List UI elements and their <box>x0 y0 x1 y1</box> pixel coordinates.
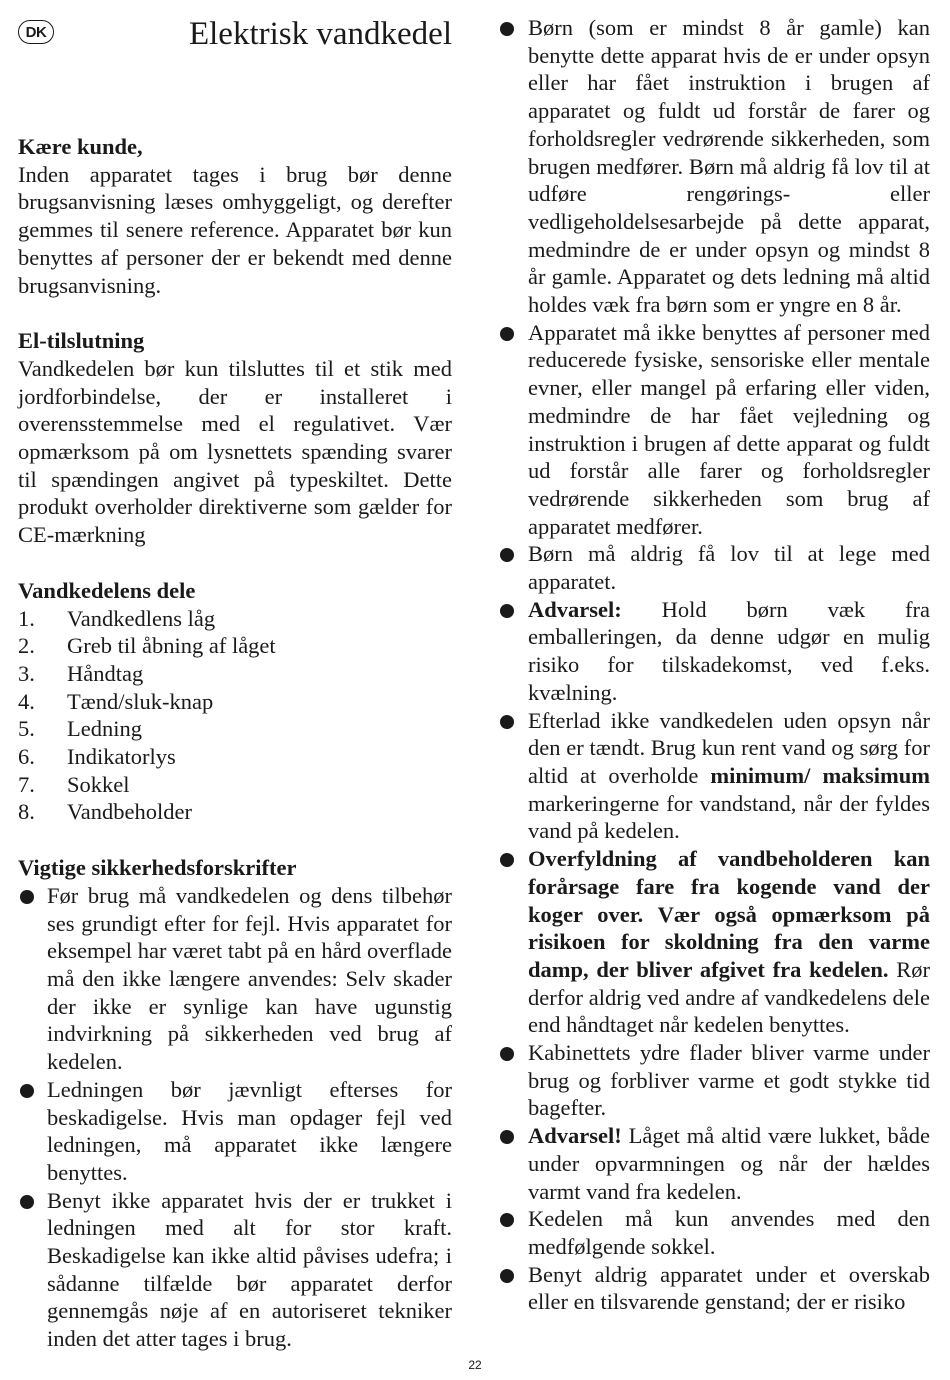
warning-text: Hold børn væk fra emballeringen, da denne udgør en mulig risiko for tilskadekomst, ved f.eks. kvælning. <box>528 596 930 705</box>
language-badge: DK <box>18 20 54 44</box>
parts-list <box>18 605 452 827</box>
right-column <box>498 14 930 1316</box>
electrical-section <box>18 327 452 549</box>
safety-item-unattended <box>498 707 930 846</box>
intro-section <box>18 133 452 299</box>
safety-item-reduced-capabilities: Apparatet må ikke benyttes af personer med reducerede fysiske, sensoriske eller mentale evner, eller mangel på erfaring eller viden, medmindre de har fået vejledning og instruktion i brugen af dette apparat og fuldt ud forstår alle farer og forholdsregler vedrørende sikkerheden som brug af apparatet medfører. <box>498 319 930 541</box>
list-item-label: Vandbeholder <box>67 799 192 825</box>
list-item <box>18 715 452 743</box>
list-item-number: 4. <box>18 688 35 714</box>
list-item <box>18 798 452 826</box>
safety-item-cabinet: Benyt aldrig apparatet under et overskab eller en tilsvarende genstand; der er risiko <box>498 1261 930 1316</box>
list-item-label: Tænd/sluk-knap <box>67 688 214 714</box>
intro-heading: Kære kunde, <box>18 134 143 159</box>
safety-section <box>18 854 452 1353</box>
list-item-number: 8. <box>18 799 35 825</box>
list-item-number: 2. <box>18 633 35 659</box>
safety-item-no-play: Børn må aldrig få lov til at lege med apparatet. <box>498 540 930 595</box>
list-item-number: 7. <box>18 771 35 797</box>
electrical-text: Vandkedelen bør kun tilsluttes til et stik med jordforbindelse, der er installeret i overensstemmelse med el regulativet. Vær opmærksom på om lysnettets spænding svarer til spændingen angivet på typeskiltet. Dette produkt overholder direktiverne som gælder for CE-mærkning <box>18 355 452 548</box>
list-item <box>18 632 452 660</box>
left-column <box>18 14 452 1353</box>
warning-text: Låget må altid være lukket, både under opvarmningen og når der hældes varmt vand fra kedelen. <box>528 1123 930 1204</box>
list-item-number: 1. <box>18 605 35 631</box>
safety-item-pulled-cord: Benyt ikke apparatet hvis der er trukket i ledningen med alt for stor kraft. Beskadigelse kan ikke altid påvises udefra; i sådanne tilfælde bør apparatet derfor gennemgås nøje af en autoriseret tekniker inden det atter tages i brug. <box>18 1187 452 1353</box>
safety-item-cord: Ledningen bør jævnligt efterses for beskadigelse. Hvis man opdager fejl ved ledningen, må apparatet ikke længere benyttes. <box>18 1076 452 1187</box>
warning-label: Advarsel: <box>528 596 622 622</box>
page-number: 22 <box>468 1358 482 1372</box>
warning-label: Advarsel! <box>528 1123 622 1149</box>
list-item <box>18 605 452 633</box>
safety-item-overfill <box>498 845 930 1039</box>
list-item-number: 5. <box>18 716 35 742</box>
electrical-heading: El-tilslutning <box>18 328 145 354</box>
list-item <box>18 771 452 799</box>
list-item-number: 6. <box>18 744 35 770</box>
safety-list-left <box>18 882 452 1353</box>
item-text: Rør derfor aldrig ved andre af vandkedelens dele end håndtaget når kedelen benyttes. <box>528 956 931 1038</box>
emphasis-text: Overfyldning af vandbeholderen kan forårsage fare fra kogende vand der koger over. Vær også opmærksom på risikoen for skoldning fra den varme damp, der bliver afgivet fra kedelen. <box>528 846 930 982</box>
list-item-label: Ledning <box>67 716 142 742</box>
safety-item-children: Børn (som er mindst 8 år gamle) kan benytte dette apparat hvis de er under opsyn eller har fået instruktion i brugen af apparatet og fuldt ud forstår de farer og forholdsregler vedrørende sikkerheden, som brugen medfører. Børn må aldrig få lov til at udføre rengørings- eller vedligeholdelsesarbejde på dette apparat, medmindre de er under opsyn og mindst 8 år gamle. Apparatet og dets ledning må altid holdes væk fra børn som er yngre en 8 år. <box>498 14 930 319</box>
safety-item-inspect: Før brug må vandkedelen og dens tilbehør ses grundigt efter for fejl. Hvis apparatet for eksempel har været tabt på en hård overflade må den ikke længere anvendes: Selv skader der ikke er synlige kan have ugunstig indvirkning på sikkerheden ved brug af kedelen. <box>18 882 452 1076</box>
safety-list-right <box>498 14 930 1316</box>
parts-heading: Vandkedelens dele <box>18 577 196 603</box>
list-item-label: Vandkedlens låg <box>67 605 216 631</box>
list-item-label: Sokkel <box>67 771 130 797</box>
safety-item-hot-surfaces: Kabinettets ydre flader bliver varme under brug og forbliver varme et godt stykke tid bagefter. <box>498 1039 930 1122</box>
list-item-label: Greb til åbning af låget <box>67 633 276 659</box>
safety-item-packaging <box>498 596 930 707</box>
safety-item-lid <box>498 1122 930 1205</box>
parts-section <box>18 577 452 826</box>
list-item <box>18 688 452 716</box>
emphasis-text: minimum/ maksimum <box>710 762 930 788</box>
list-item-label: Håndtag <box>67 660 144 686</box>
list-item <box>18 743 452 771</box>
list-item <box>18 660 452 688</box>
safety-item-base: Kedelen må kun anvendes med den medfølgende sokkel. <box>498 1205 930 1260</box>
item-text: Efterlad ikke vandkedelen uden opsyn når den er tændt. Brug kun rent vand og sørg for altid at overholde <box>528 707 930 788</box>
safety-heading: Vigtige sikkerhedsforskrifter <box>18 855 297 881</box>
list-item-label: Indikatorlys <box>67 744 176 770</box>
document-title: Elektrisk vandkedel <box>188 16 452 52</box>
page-header <box>18 14 452 72</box>
list-item-number: 3. <box>18 660 35 686</box>
intro-text: Inden apparatet tages i brug bør denne brugsanvisning læses omhyggeligt, og derefter gemmes til senere reference. Apparatet bør kun benyttes af personer der er bekendt med denne brugsanvisning. <box>18 161 452 298</box>
item-text: markeringerne for vandstand, når der fyldes vand på kedelen. <box>528 790 930 844</box>
